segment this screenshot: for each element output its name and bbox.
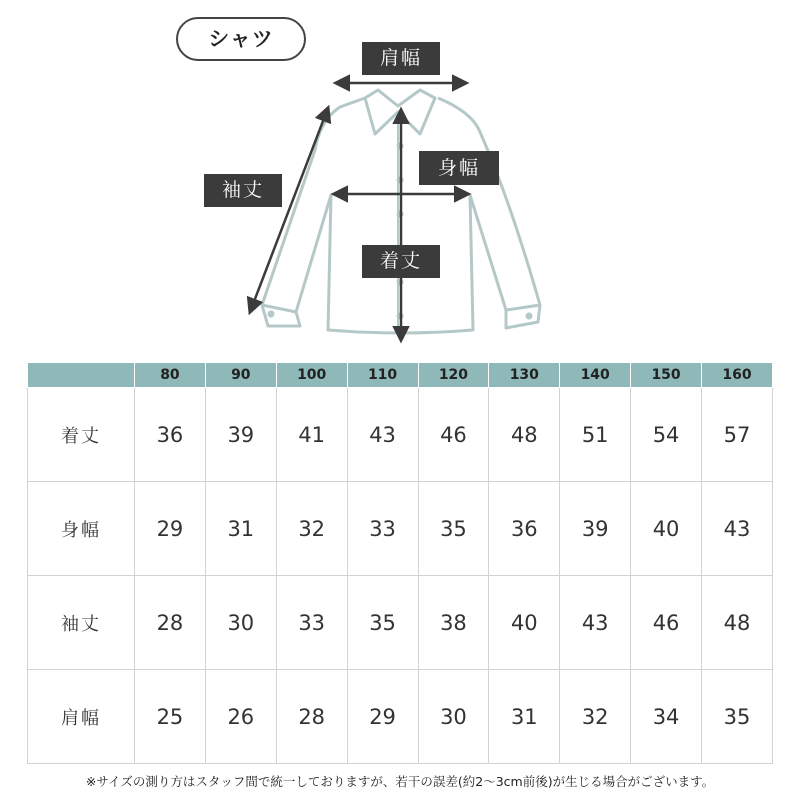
table-row bbox=[28, 388, 773, 482]
table-cell: 48 bbox=[489, 388, 560, 482]
size-header: 80 bbox=[135, 363, 206, 388]
row-label: 肩幅 bbox=[28, 670, 135, 764]
size-table bbox=[27, 362, 773, 764]
row-label: 身幅 bbox=[28, 482, 135, 576]
table-row bbox=[28, 482, 773, 576]
table-cell: 33 bbox=[276, 576, 347, 670]
table-cell: 29 bbox=[347, 670, 418, 764]
table-cell: 36 bbox=[135, 388, 206, 482]
table-cell: 33 bbox=[347, 482, 418, 576]
table-cell: 57 bbox=[702, 388, 773, 482]
table-cell: 26 bbox=[205, 670, 276, 764]
table-cell: 31 bbox=[205, 482, 276, 576]
table-cell: 35 bbox=[347, 576, 418, 670]
table-cell: 48 bbox=[702, 576, 773, 670]
table-cell: 30 bbox=[205, 576, 276, 670]
size-header: 150 bbox=[631, 363, 702, 388]
table-cell: 35 bbox=[702, 670, 773, 764]
table-cell: 36 bbox=[489, 482, 560, 576]
table-cell: 39 bbox=[205, 388, 276, 482]
table-cell: 32 bbox=[276, 482, 347, 576]
table-cell: 32 bbox=[560, 670, 631, 764]
size-header: 110 bbox=[347, 363, 418, 388]
table-cell: 43 bbox=[702, 482, 773, 576]
table-cell: 39 bbox=[560, 482, 631, 576]
table-cell: 34 bbox=[631, 670, 702, 764]
table-cell: 28 bbox=[135, 576, 206, 670]
header-corner bbox=[28, 363, 135, 388]
table-cell: 40 bbox=[631, 482, 702, 576]
table-cell: 43 bbox=[560, 576, 631, 670]
measurement-note: ※サイズの測り方はスタッフ間で統一しておりますが、若干の誤差(約2～3cm前後)が生じる場合がございます。 bbox=[85, 774, 715, 789]
table-cell: 54 bbox=[631, 388, 702, 482]
size-header: 120 bbox=[418, 363, 489, 388]
row-label: 着丈 bbox=[28, 388, 135, 482]
table-cell: 29 bbox=[135, 482, 206, 576]
page-title: シャツ bbox=[176, 17, 306, 61]
size-header: 160 bbox=[702, 363, 773, 388]
table-cell: 46 bbox=[418, 388, 489, 482]
body-width-label: 身幅 bbox=[419, 151, 499, 185]
sleeve-length-label: 袖丈 bbox=[204, 174, 282, 207]
total-length-label: 着丈 bbox=[362, 245, 440, 278]
size-header: 90 bbox=[205, 363, 276, 388]
table-cell: 28 bbox=[276, 670, 347, 764]
size-header-row bbox=[28, 363, 773, 388]
table-row bbox=[28, 576, 773, 670]
table-cell: 38 bbox=[418, 576, 489, 670]
shoulder-width-label: 肩幅 bbox=[362, 42, 440, 75]
table-cell: 30 bbox=[418, 670, 489, 764]
table-row bbox=[28, 670, 773, 764]
table-cell: 41 bbox=[276, 388, 347, 482]
row-label: 袖丈 bbox=[28, 576, 135, 670]
table-cell: 40 bbox=[489, 576, 560, 670]
size-header: 130 bbox=[489, 363, 560, 388]
table-cell: 25 bbox=[135, 670, 206, 764]
table-cell: 46 bbox=[631, 576, 702, 670]
size-header: 100 bbox=[276, 363, 347, 388]
table-cell: 43 bbox=[347, 388, 418, 482]
table-cell: 31 bbox=[489, 670, 560, 764]
size-header: 140 bbox=[560, 363, 631, 388]
table-cell: 51 bbox=[560, 388, 631, 482]
sleeve-arrow-icon bbox=[250, 108, 328, 312]
table-cell: 35 bbox=[418, 482, 489, 576]
